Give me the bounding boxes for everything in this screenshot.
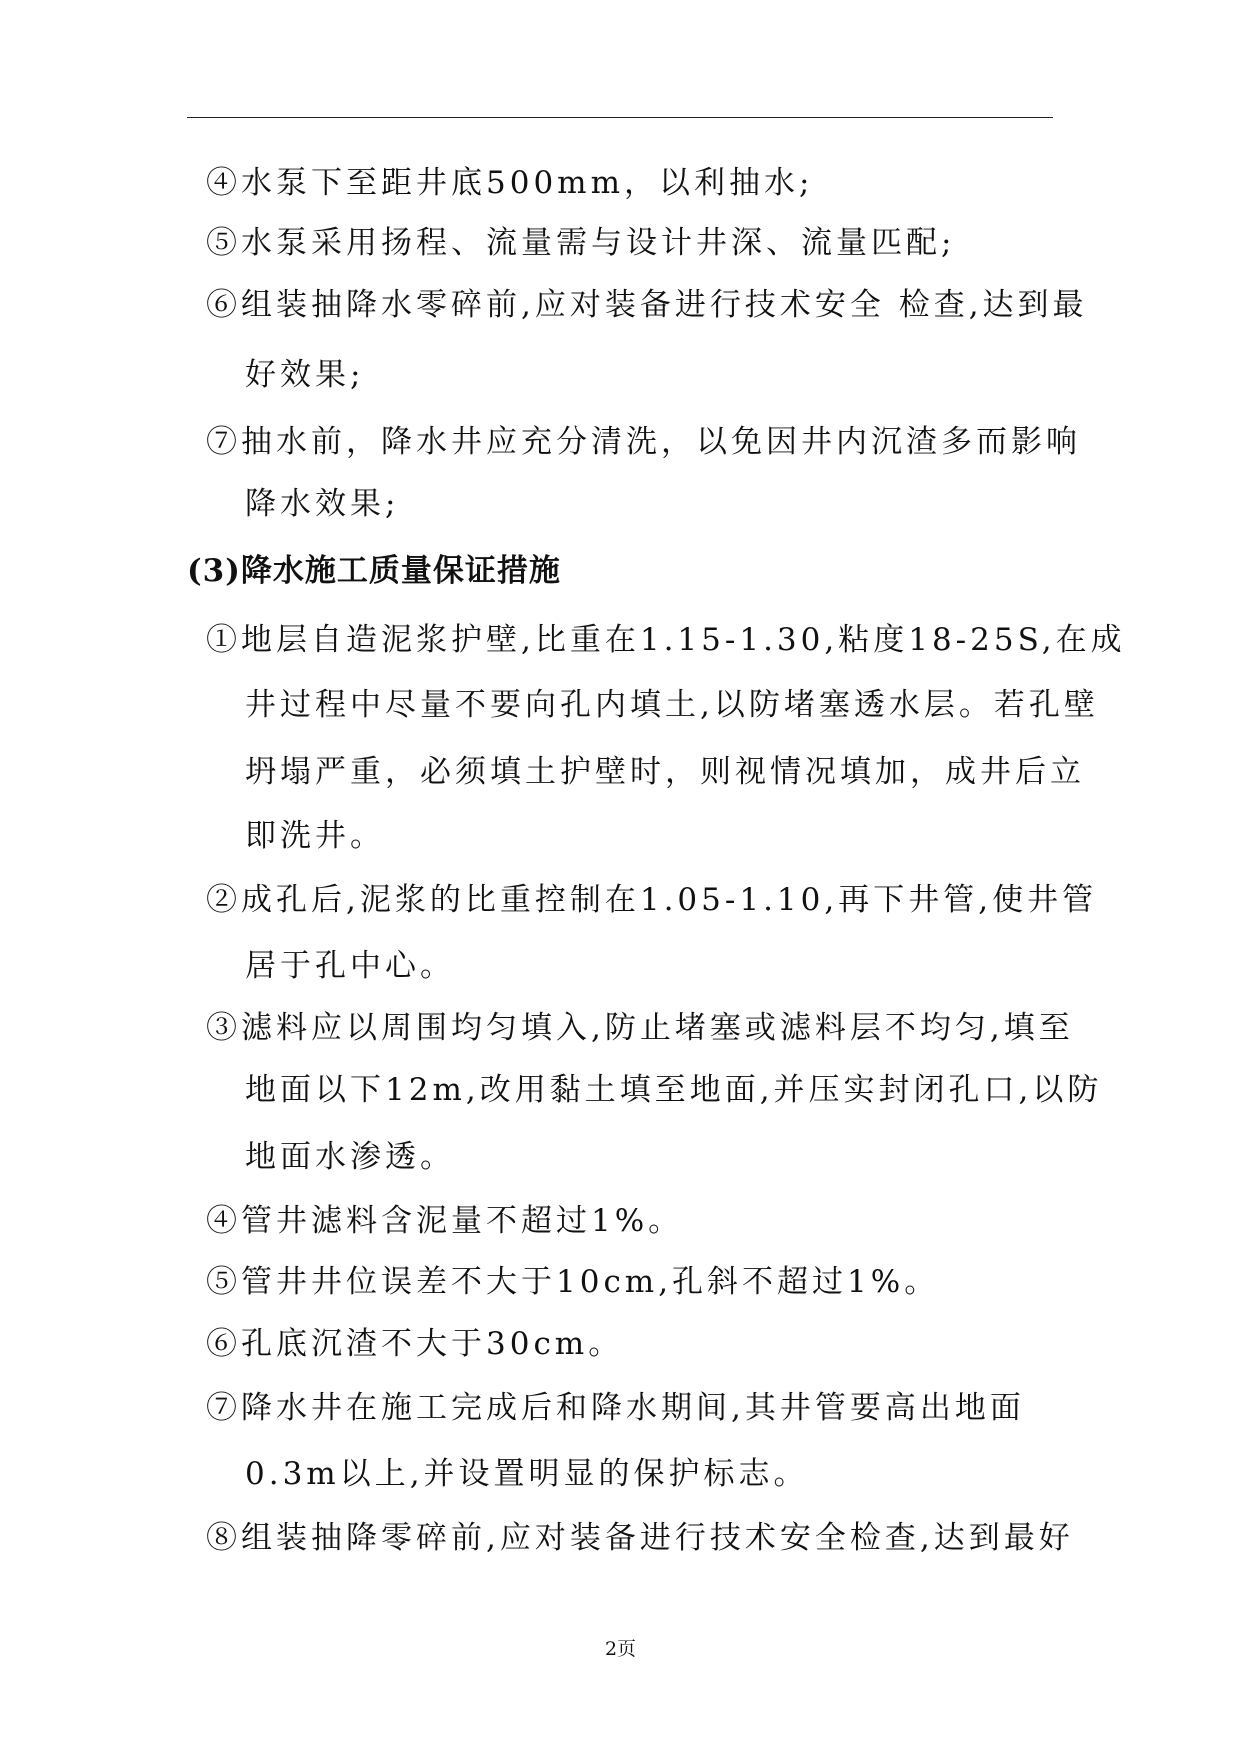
list-item: ⑥孔底沉渣不大于30cm。 (206, 1326, 624, 1362)
header-rule (187, 117, 1053, 118)
list-item: ④管井滤料含泥量不超过1%。 (206, 1203, 684, 1239)
list-item-continuation: 井过程中尽量不要向孔内填土,以防堵塞透水层。若孔壁 (245, 687, 1099, 723)
list-item-continuation: 降水效果; (245, 486, 400, 522)
list-item: ⑦降水井在施工完成后和降水期间,其井管要高出地面 (206, 1390, 1025, 1426)
page-number: 2页 (604, 1638, 637, 1660)
list-item-continuation: 0.3m以上,并设置明显的保护标志。 (245, 1456, 809, 1492)
list-item-continuation: 地面水渗透。 (245, 1139, 455, 1175)
list-item: ①地层自造泥浆护壁,比重在1.15-1.30,粘度18-25S,在成 (206, 622, 1126, 658)
list-item: ⑤管井井位误差不大于10cm,孔斜不超过1%。 (206, 1264, 940, 1300)
list-item-continuation: 好效果; (245, 357, 365, 393)
list-item: ⑤水泵采用扬程、流量需与设计井深、流量匹配; (206, 225, 956, 261)
list-item-continuation: 即洗井。 (245, 818, 385, 854)
list-item: ③滤料应以周围均匀填入,防止堵塞或滤料层不均匀,填至 (206, 1010, 1074, 1046)
list-item: ⑦抽水前，降水井应充分清洗，以免因井内沉渣多而影响 (206, 424, 1081, 460)
list-item-continuation: 居于孔中心。 (245, 948, 455, 984)
list-item: ⑧组装抽降零碎前,应对装备进行技术安全检查,达到最好 (206, 1520, 1074, 1556)
list-item-continuation: 坍塌严重，必须填土护壁时，则视情况填加，成井后立 (245, 754, 1085, 790)
list-item-continuation: 地面以下12m,改用黏土填至地面,并压实封闭孔口,以防 (245, 1072, 1103, 1108)
list-item: ②成孔后,泥浆的比重控制在1.05-1.10,再下井管,使井管 (206, 882, 1098, 918)
section-heading: (3)降水施工质量保证措施 (187, 553, 561, 589)
list-item: ④水泵下至距井底500mm，以利抽水; (206, 165, 814, 201)
list-item: ⑥组装抽降水零碎前,应对装备进行技术安全 检查,达到最 (206, 287, 1088, 323)
